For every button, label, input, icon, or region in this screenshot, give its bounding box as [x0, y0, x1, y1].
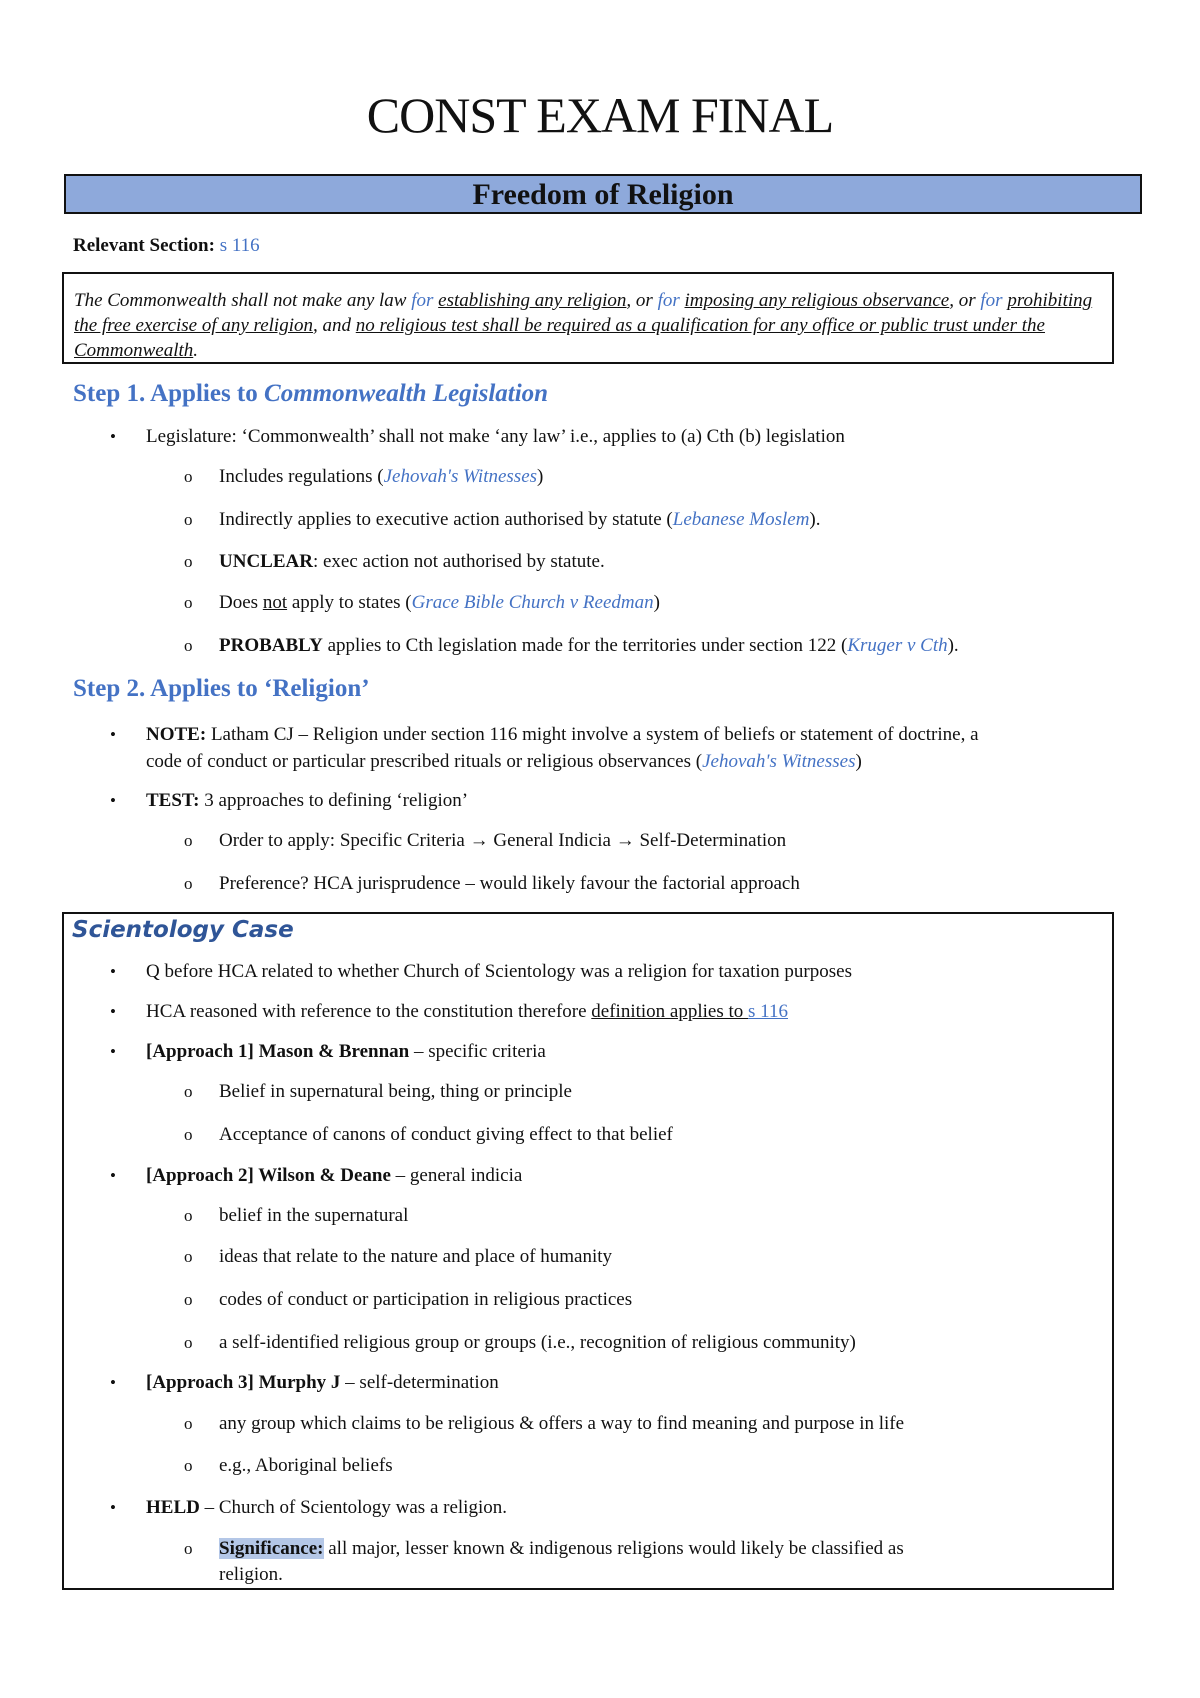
item-bold: NOTE: [146, 724, 207, 745]
sub-bullet-icon: o [184, 1082, 193, 1101]
item-text: Indirectly applies to executive action authorised by statute ( [219, 509, 673, 530]
list-item: codes of conduct or participation in religious practices [219, 1289, 633, 1310]
constitution-quote [62, 272, 1114, 364]
item-bold: HELD [146, 1497, 200, 1518]
list-item: Preference? HCA jurisprudence – would likely favour the factorial approach [219, 873, 800, 894]
list-item [219, 506, 821, 534]
sub-bullet-icon: o [184, 1414, 193, 1433]
item-bold: [Approach 2] Wilson & Deane [146, 1165, 391, 1186]
list-item [146, 787, 468, 815]
quote-for: for [980, 290, 1003, 311]
list-item [219, 548, 605, 576]
sub-bullet-icon: o [184, 1125, 193, 1144]
bullet-icon: • [110, 1002, 116, 1021]
list-item: Order to apply: Specific Criteria → General Indicia → Self-Determination [219, 830, 787, 851]
list-item [146, 1038, 546, 1066]
list-item: Q before HCA related to whether Church of Scientology was a religion for taxation purposes [146, 961, 852, 982]
item-text: – specific criteria [409, 1041, 546, 1062]
section-link: s 116 [748, 1001, 788, 1022]
sub-bullet-icon: o [184, 467, 193, 486]
item-bold: PROBABLY [219, 635, 323, 656]
item-text: – Church of Scientology was a religion. [199, 1497, 507, 1518]
case-citation: Lebanese Moslem [672, 509, 810, 530]
list-item [146, 1162, 522, 1190]
item-text: ) [855, 751, 862, 772]
item-underline: definition applies to [591, 1001, 749, 1022]
list-item: a self-identified religious group or groups (i.e., recognition of religious community) [219, 1332, 856, 1353]
item-text: all major, lesser known & indigenous religions would likely be classified as [323, 1538, 904, 1559]
quote-text: . [193, 340, 199, 361]
sub-bullet-icon: o [184, 831, 193, 850]
step1-heading [73, 380, 548, 408]
quote-for: for [657, 290, 680, 311]
sub-bullet-icon: o [184, 1539, 193, 1558]
item-text: code of conduct or particular prescribed rituals or religious observances ( [146, 751, 703, 772]
sub-bullet-icon: o [184, 1456, 193, 1475]
case-title: Scientology Case [72, 917, 294, 943]
item-text: ). [947, 635, 959, 656]
list-item [219, 463, 543, 491]
list-item [146, 721, 979, 749]
list-item: ideas that relate to the nature and place of humanity [219, 1246, 613, 1267]
item-text: HCA reasoned with reference to the constitution therefore [146, 1001, 592, 1022]
sub-bullet-icon: o [184, 593, 193, 612]
list-item [219, 1535, 904, 1563]
case-citation: Jehovah's Witnesses [383, 466, 538, 487]
step2-heading: Step 2. Applies to ‘Religion’ [73, 675, 370, 702]
item-text: : exec action not authorised by statute. [312, 551, 605, 572]
quote-clause: establishing any religion [438, 290, 627, 311]
case-citation: Grace Bible Church v Reedman [411, 592, 654, 613]
list-item [219, 589, 660, 617]
list-item: Acceptance of canons of conduct giving effect to that belief [219, 1124, 673, 1145]
item-text: – general indicia [390, 1165, 523, 1186]
sub-bullet-icon: o [184, 510, 193, 529]
list-item: Legislature: ‘Commonwealth’ shall not make ‘any law’ i.e., applies to (a) Cth (b) legislation [146, 426, 845, 447]
item-text: – self-determination [340, 1372, 499, 1393]
list-item [146, 1494, 507, 1522]
bullet-icon: • [110, 1042, 116, 1061]
item-bold: UNCLEAR [219, 551, 313, 572]
step1-heading-italic: Commonwealth Legislation [264, 380, 549, 407]
sub-bullet-icon: o [184, 1206, 193, 1225]
case-citation: Jehovah's Witnesses [702, 751, 856, 772]
list-item-continued: religion. [219, 1564, 283, 1585]
case-citation: Kruger v Cth [847, 635, 948, 656]
topic-heading: Freedom of Religion [64, 174, 1142, 214]
item-text: ) [537, 466, 544, 487]
bullet-icon: • [110, 725, 116, 744]
quote-text: , or [626, 290, 658, 311]
quote-clause: imposing any religious observance [684, 290, 950, 311]
item-text: ) [653, 592, 660, 613]
quote-clause: prohibiting the free exercise of any religion [74, 290, 1093, 336]
quote-text: , and [313, 315, 356, 336]
bullet-icon: • [110, 427, 116, 446]
item-bold: TEST: [146, 790, 200, 811]
quote-for: for [411, 290, 434, 311]
page-title: CONST EXAM FINAL [366, 87, 834, 143]
item-text: ). [809, 509, 821, 530]
item-bold: [Approach 3] Murphy J [146, 1372, 341, 1393]
list-item: belief in the supernatural [219, 1205, 409, 1226]
list-item-continued [146, 748, 862, 776]
item-text: applies to Cth legislation made for the territories under section 122 ( [322, 635, 848, 656]
bullet-icon: • [110, 1498, 116, 1517]
list-item [146, 998, 788, 1026]
item-bold: [Approach 1] Mason & Brennan [146, 1041, 410, 1062]
relevant-value: s 116 [219, 235, 260, 256]
sub-bullet-icon: o [184, 1247, 193, 1266]
quote-text: The Commonwealth shall not make any law [74, 290, 412, 311]
sub-bullet-icon: o [184, 1333, 193, 1352]
list-item: e.g., Aboriginal beliefs [219, 1455, 393, 1476]
bullet-icon: • [110, 1166, 116, 1185]
sub-bullet-icon: o [184, 1290, 193, 1309]
sub-bullet-icon: o [184, 636, 193, 655]
sub-bullet-icon: o [184, 874, 193, 893]
item-text: 3 approaches to defining ‘religion’ [199, 790, 469, 811]
item-underline: not [262, 592, 288, 613]
sub-bullet-icon: o [184, 552, 193, 571]
highlighted-term: Significance: [219, 1538, 324, 1559]
quote-text: , or [949, 290, 981, 311]
quote-clause: no religious test shall be required as a qualification for any office or public trust under the Commonwealth [74, 315, 1045, 361]
step1-heading-text: Step 1. Applies to [73, 380, 265, 407]
list-item [219, 632, 959, 660]
list-item: any group which claims to be religious & offers a way to find meaning and purpose in life [219, 1413, 905, 1434]
bullet-icon: • [110, 962, 116, 981]
item-text: Does [219, 592, 263, 613]
bullet-icon: • [110, 791, 116, 810]
relevant-label: Relevant Section: [73, 235, 215, 256]
list-item: Belief in supernatural being, thing or principle [219, 1081, 572, 1102]
item-text: apply to states ( [287, 592, 412, 613]
item-text: Latham CJ – Religion under section 116 might involve a system of beliefs or statement of doctrine, a [206, 724, 979, 745]
bullet-icon: • [110, 1373, 116, 1392]
relevant-section [73, 235, 260, 257]
item-text: Includes regulations ( [219, 466, 384, 487]
list-item [146, 1369, 499, 1397]
